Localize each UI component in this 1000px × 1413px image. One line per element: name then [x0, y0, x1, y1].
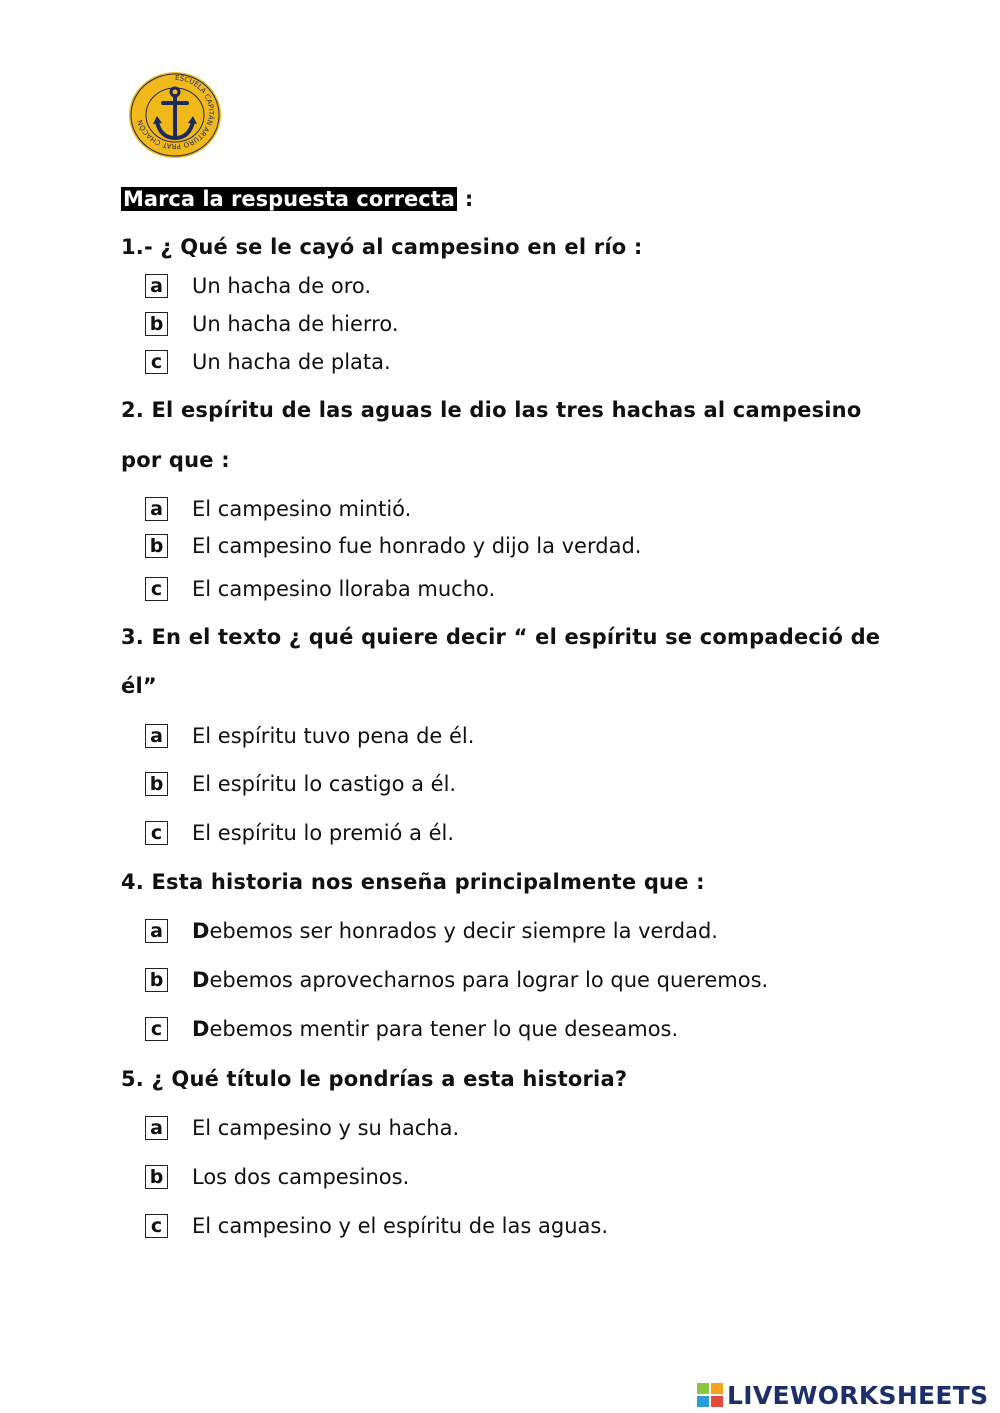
brand-label: LIVEWORKSHEETS	[727, 1380, 989, 1410]
option-letter[interactable]: b	[145, 1165, 168, 1189]
instruction-heading	[121, 184, 473, 214]
option-initial: D	[192, 1017, 210, 1041]
option-initial: D	[192, 919, 210, 943]
option-letter[interactable]: b	[145, 534, 168, 558]
svg-text:ESCUELA CAPITÁN ARTURO PRAT CH: ESCUELA CAPITÁN ARTURO PRAT CHACÓN	[136, 73, 215, 151]
question-3-line-2: él”	[121, 674, 157, 698]
option-text: Un hacha de oro.	[192, 274, 372, 298]
option-text: El espíritu tuvo pena de él.	[192, 724, 475, 748]
school-logo	[127, 70, 223, 160]
option-text: Los dos campesinos.	[192, 1165, 410, 1189]
question-3-line-1: 3. En el texto ¿ qué quiere decir “ el espíritu se compadeció de	[121, 625, 881, 649]
option-letter[interactable]: b	[145, 312, 168, 336]
option-rest: ebemos mentir para tener lo que deseamos.	[209, 1017, 679, 1041]
option-text: El campesino lloraba mucho.	[192, 577, 496, 601]
option-letter[interactable]: c	[145, 821, 168, 845]
option-letter[interactable]: b	[145, 772, 168, 796]
option-letter[interactable]: a	[145, 497, 168, 521]
option-rest: ebemos aprovecharnos para lograr lo que queremos.	[209, 968, 769, 992]
liveworksheets-logo-icon	[697, 1383, 723, 1407]
option-letter[interactable]: c	[145, 1214, 168, 1238]
option-text: El espíritu lo premió a él.	[192, 821, 455, 845]
question-4: 4. Esta historia nos enseña principalmente que :	[121, 870, 705, 894]
option-letter[interactable]: c	[145, 350, 168, 374]
instruction-label: Marca la respuesta correcta	[123, 187, 455, 211]
option-text: El campesino fue honrado y dijo la verdad.	[192, 534, 642, 558]
option-letter[interactable]: a	[145, 274, 168, 298]
option-letter[interactable]: c	[145, 577, 168, 601]
option-letter[interactable]: a	[145, 724, 168, 748]
option-text: El campesino y su hacha.	[192, 1116, 460, 1140]
question-2-line-2: por que :	[121, 448, 230, 472]
option-text: El campesino mintió.	[192, 497, 412, 521]
option-text: Un hacha de plata.	[192, 350, 391, 374]
option-rest: ebemos ser honrados y decir siempre la verdad.	[209, 919, 718, 943]
option-letter[interactable]: b	[145, 968, 168, 992]
option-text	[192, 1015, 678, 1043]
question-2-line-1: 2. El espíritu de las aguas le dio las tres hachas al campesino	[121, 398, 862, 422]
option-letter[interactable]: a	[145, 919, 168, 943]
option-text	[192, 966, 768, 994]
liveworksheets-brand[interactable]	[697, 1378, 988, 1412]
question-5: 5. ¿ Qué título le pondrías a esta historia?	[121, 1067, 628, 1091]
option-text	[192, 917, 718, 945]
option-initial: D	[192, 968, 210, 992]
instruction-colon: :	[464, 187, 474, 211]
option-text: El espíritu lo castigo a él.	[192, 772, 457, 796]
option-text: El campesino y el espíritu de las aguas.	[192, 1214, 608, 1238]
anchor-icon	[127, 70, 223, 160]
option-letter[interactable]: c	[145, 1017, 168, 1041]
option-letter[interactable]: a	[145, 1116, 168, 1140]
option-text: Un hacha de hierro.	[192, 312, 399, 336]
question-1: 1.- ¿ Qué se le cayó al campesino en el río :	[121, 235, 643, 259]
